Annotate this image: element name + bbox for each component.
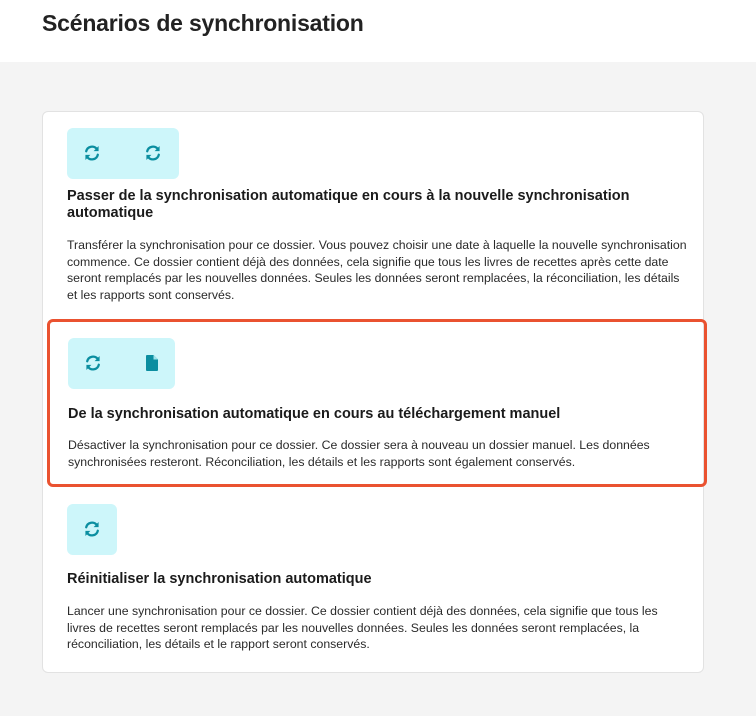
- sync-icon: [143, 143, 163, 163]
- scenario-reset-sync[interactable]: [43, 497, 703, 667]
- page-header: [0, 0, 756, 62]
- scenario-description: Lancer une synchronisation pour ce dossier. Ce dossier contient déjà des données, cela signifie que tous les livres de recettes seront remplacés par les nouvelles données. Seules les données seront remplacées, la réconciliation, les détails et le rapport seront conservés.: [67, 604, 658, 652]
- scenarios-card: [42, 111, 704, 673]
- sync-icon: [83, 353, 103, 373]
- page-title: Scénarios de synchronisation: [42, 10, 364, 36]
- sync-icon: [82, 143, 102, 163]
- scenario-icon-group: [68, 338, 175, 389]
- scenario-title: De la synchronisation automatique en cours au téléchargement manuel: [68, 406, 561, 422]
- scenario-description: Désactiver la synchronisation pour ce dossier. Ce dossier sera à nouveau un dossier manuel. Les données synchronisées resteront. Réconciliation, les détails et les rapports sont également conservés.: [68, 438, 650, 469]
- scenario-transfer-sync[interactable]: [43, 112, 703, 312]
- file-icon: [142, 353, 162, 373]
- scenario-description: Transférer la synchronisation pour ce dossier. Vous pouvez choisir une date à laquelle la nouvelle synchronisation commence. Ce dossier contient déjà des données, cela signifie que tous les livres de recettes après cette date seront remplacés par les nouvelles données. Seules les données seront remplacées, la réconciliation, les détails et les rapports sont conservés.: [67, 238, 687, 302]
- scenario-icon-group: [67, 504, 117, 555]
- scenario-manual-download[interactable]: [47, 319, 707, 487]
- scenario-icon-group: [67, 128, 179, 179]
- scenario-title: Réinitialiser la synchronisation automatique: [67, 571, 372, 587]
- scenario-title: Passer de la synchronisation automatique en cours à la nouvelle synchronisation automatique: [67, 188, 630, 221]
- sync-icon: [82, 519, 102, 539]
